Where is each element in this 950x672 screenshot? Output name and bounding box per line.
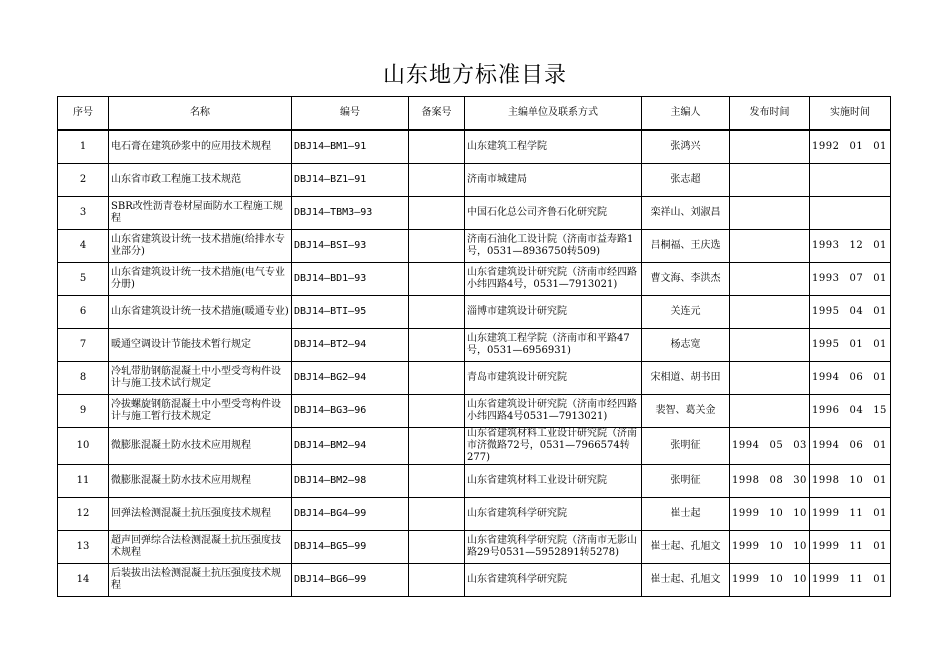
table-row xyxy=(58,163,891,196)
cell-unit: 山东建筑工程学院 xyxy=(465,130,642,163)
cell-unit: 山东省建筑材料工业设计研究院（济南市济微路72号，0531—7966574转277) xyxy=(465,427,642,464)
cell-no: 10 xyxy=(58,427,109,464)
cell-code: DBJ14—BG2—94 xyxy=(292,361,409,394)
cell-publish-date xyxy=(730,229,810,262)
implement-date-part: 11 xyxy=(849,540,864,552)
header-publish-date: 发布时间 xyxy=(730,97,810,131)
cell-no: 13 xyxy=(58,530,109,563)
implement-date-part: 01 xyxy=(873,371,887,383)
cell-code: DBJ14—BT2—94 xyxy=(292,328,409,361)
page-title: 山东地方标准目录 xyxy=(382,63,567,88)
table-row xyxy=(58,262,891,295)
cell-filing xyxy=(409,163,465,196)
cell-no: 1 xyxy=(58,130,109,163)
cell-filing xyxy=(409,497,465,530)
cell-no: 11 xyxy=(58,464,109,497)
implement-date-part: 01 xyxy=(873,507,887,519)
cell-unit: 山东省建筑科学研究院 xyxy=(465,497,642,530)
implement-date-part: 04 xyxy=(849,305,864,317)
cell-no: 8 xyxy=(58,361,109,394)
cell-unit: 山东省建筑设计研究院（济南市经四路小纬四路4号0531—7913021) xyxy=(465,394,642,427)
implement-date-part: 1993 xyxy=(812,239,840,251)
cell-unit: 山东省建筑材料工业设计研究院 xyxy=(465,464,642,497)
implement-date-part: 01 xyxy=(849,338,864,350)
cell-name: 山东省建筑设计统一技术措施(电气专业分册) xyxy=(109,262,292,295)
cell-filing xyxy=(409,130,465,163)
cell-no: 12 xyxy=(58,497,109,530)
cell-filing xyxy=(409,295,465,328)
standards-table xyxy=(57,96,891,597)
table-row xyxy=(58,464,891,497)
cell-code: DBJ14—BM2—94 xyxy=(292,427,409,464)
table-row xyxy=(58,563,891,596)
cell-editor: 宋相道、胡书田 xyxy=(642,361,730,394)
cell-name: 冷轧带肋钢筋混凝土中小型受弯构件设计与施工技术试行规定 xyxy=(109,361,292,394)
cell-name: 微膨胀混凝土防水技术应用规程 xyxy=(109,427,292,464)
cell-editor: 崔士起、孔旭文 xyxy=(642,530,730,563)
cell-code: DBJ14—BM1—91 xyxy=(292,130,409,163)
cell-no: 3 xyxy=(58,196,109,229)
publish-date-part: 1998 xyxy=(732,474,760,486)
table-row xyxy=(58,427,891,464)
cell-unit: 山东省建筑设计研究院（济南市经四路小纬四路4号，0531—7913021) xyxy=(465,262,642,295)
publish-date-part: 1999 xyxy=(732,540,760,552)
cell-editor: 杨志宽 xyxy=(642,328,730,361)
implement-date-part: 12 xyxy=(849,239,864,251)
cell-name: 山东省建筑设计统一技术措施(给排水专业部分) xyxy=(109,229,292,262)
publish-date-part: 1999 xyxy=(732,507,760,519)
table-row xyxy=(58,361,891,394)
implement-date-part: 01 xyxy=(873,540,887,552)
table-row xyxy=(58,394,891,427)
publish-date-part: 10 xyxy=(769,507,784,519)
cell-publish-date xyxy=(730,427,810,464)
implement-date-part: 01 xyxy=(849,140,864,152)
cell-implement-date xyxy=(810,563,891,596)
implement-date-part: 1999 xyxy=(812,507,840,519)
cell-unit: 山东建筑工程学院（济南市和平路47号，0531—6956931) xyxy=(465,328,642,361)
cell-name: 山东省建筑设计统一技术措施(暖通专业) xyxy=(109,295,292,328)
cell-code: DBJ14—BG6—99 xyxy=(292,563,409,596)
implement-date-part: 15 xyxy=(873,404,887,416)
cell-implement-date xyxy=(810,295,891,328)
cell-unit: 青岛市建筑设计研究院 xyxy=(465,361,642,394)
header-row xyxy=(58,97,891,131)
implement-date-part: 01 xyxy=(873,573,887,585)
cell-editor: 崔士起 xyxy=(642,497,730,530)
cell-code: DBJ14—BSI—93 xyxy=(292,229,409,262)
cell-editor: 吕桐福、王庆选 xyxy=(642,229,730,262)
cell-name: 暖通空调设计节能技术暂行规定 xyxy=(109,328,292,361)
implement-date-part: 01 xyxy=(873,239,887,251)
implement-date-part: 01 xyxy=(873,474,887,486)
implement-date-part: 06 xyxy=(849,371,864,383)
table-row xyxy=(58,130,891,163)
cell-implement-date xyxy=(810,394,891,427)
implement-date-part: 01 xyxy=(873,140,887,152)
cell-name: 微膨胀混凝土防水技术应用规程 xyxy=(109,464,292,497)
cell-implement-date xyxy=(810,328,891,361)
table-row xyxy=(58,229,891,262)
header-name: 名称 xyxy=(109,97,292,131)
cell-unit: 山东省建筑科学研究院 xyxy=(465,563,642,596)
implement-date-part: 1994 xyxy=(812,371,840,383)
implement-date-part: 1995 xyxy=(812,338,840,350)
cell-name: 回弹法检测混凝土抗压强度技术规程 xyxy=(109,497,292,530)
cell-filing xyxy=(409,328,465,361)
cell-editor: 张明征 xyxy=(642,427,730,464)
cell-publish-date xyxy=(730,163,810,196)
table-row xyxy=(58,497,891,530)
cell-code: DBJ14—BD1—93 xyxy=(292,262,409,295)
cell-filing xyxy=(409,394,465,427)
cell-editor: 裴智、葛关金 xyxy=(642,394,730,427)
table-body xyxy=(58,130,891,596)
cell-code: DBJ14—BZ1—91 xyxy=(292,163,409,196)
cell-filing xyxy=(409,262,465,295)
header-editor: 主编人 xyxy=(642,97,730,131)
table-row xyxy=(58,295,891,328)
cell-unit: 济南市城建局 xyxy=(465,163,642,196)
implement-date-part: 01 xyxy=(873,272,887,284)
publish-date-part: 1999 xyxy=(732,573,760,585)
implement-date-part: 04 xyxy=(849,404,864,416)
implement-date-part: 01 xyxy=(873,439,887,451)
table-row xyxy=(58,530,891,563)
implement-date-part: 1998 xyxy=(812,474,840,486)
cell-no: 4 xyxy=(58,229,109,262)
implement-date-part: 1999 xyxy=(812,573,840,585)
implement-date-part: 06 xyxy=(849,439,864,451)
cell-editor: 崔士起、孔旭文 xyxy=(642,563,730,596)
implement-date-part: 11 xyxy=(849,507,864,519)
cell-implement-date xyxy=(810,163,891,196)
implement-date-part: 1994 xyxy=(812,439,840,451)
publish-date-part: 1994 xyxy=(732,439,760,451)
header-code: 编号 xyxy=(292,97,409,131)
publish-date-part: 05 xyxy=(769,439,784,451)
publish-date-part: 10 xyxy=(793,507,807,519)
cell-code: DBJ14—BG3—96 xyxy=(292,394,409,427)
publish-date-part: 03 xyxy=(793,439,807,451)
cell-name: 超声回弹综合法检测混凝土抗压强度技术规程 xyxy=(109,530,292,563)
cell-no: 6 xyxy=(58,295,109,328)
implement-date-part: 1993 xyxy=(812,272,840,284)
publish-date-part: 10 xyxy=(769,540,784,552)
cell-editor: 张明征 xyxy=(642,464,730,497)
header-no: 序号 xyxy=(58,97,109,131)
cell-implement-date xyxy=(810,130,891,163)
cell-unit: 山东省建筑科学研究院（济南市无影山路29号0531—5952891转5278) xyxy=(465,530,642,563)
table-row xyxy=(58,196,891,229)
publish-date-part: 08 xyxy=(769,474,784,486)
cell-publish-date xyxy=(730,130,810,163)
cell-publish-date xyxy=(730,361,810,394)
implement-date-part: 1995 xyxy=(812,305,840,317)
header-unit: 主编单位及联系方式 xyxy=(465,97,642,131)
cell-filing xyxy=(409,229,465,262)
cell-publish-date xyxy=(730,262,810,295)
cell-filing xyxy=(409,530,465,563)
cell-implement-date xyxy=(810,229,891,262)
cell-filing xyxy=(409,196,465,229)
cell-unit: 济南石油化工设计院（济南市益寿路1号，0531—8936750转509) xyxy=(465,229,642,262)
implement-date-part: 01 xyxy=(873,338,887,350)
cell-name: 冷拔螺旋钢筋混凝土中小型受弯构件设计与施工暂行技术规定 xyxy=(109,394,292,427)
cell-no: 2 xyxy=(58,163,109,196)
cell-code: DBJ14—BM2—98 xyxy=(292,464,409,497)
cell-implement-date xyxy=(810,262,891,295)
publish-date-part: 30 xyxy=(793,474,807,486)
cell-publish-date xyxy=(730,497,810,530)
cell-editor: 张鸿兴 xyxy=(642,130,730,163)
cell-editor: 张志超 xyxy=(642,163,730,196)
cell-publish-date xyxy=(730,530,810,563)
cell-implement-date xyxy=(810,361,891,394)
cell-publish-date xyxy=(730,196,810,229)
cell-unit: 淄博市建筑设计研究院 xyxy=(465,295,642,328)
implement-date-part: 01 xyxy=(873,305,887,317)
cell-editor: 曹文海、李洪杰 xyxy=(642,262,730,295)
table-row xyxy=(58,328,891,361)
implement-date-part: 11 xyxy=(849,573,864,585)
cell-no: 14 xyxy=(58,563,109,596)
cell-code: DBJ14—TBM3—93 xyxy=(292,196,409,229)
cell-no: 9 xyxy=(58,394,109,427)
cell-implement-date xyxy=(810,530,891,563)
cell-publish-date xyxy=(730,394,810,427)
cell-publish-date xyxy=(730,328,810,361)
header-filing: 备案号 xyxy=(409,97,465,131)
cell-name: 后装拔出法检测混凝土抗压强度技术规程 xyxy=(109,563,292,596)
cell-code: DBJ14—BTI—95 xyxy=(292,295,409,328)
cell-no: 5 xyxy=(58,262,109,295)
cell-editor: 栾祥山、刘淑昌 xyxy=(642,196,730,229)
cell-implement-date xyxy=(810,196,891,229)
publish-date-part: 10 xyxy=(793,573,807,585)
cell-publish-date xyxy=(730,464,810,497)
cell-filing xyxy=(409,563,465,596)
cell-code: DBJ14—BG4—99 xyxy=(292,497,409,530)
cell-name: 山东省市政工程施工技术规范 xyxy=(109,163,292,196)
implement-date-part: 1992 xyxy=(812,140,840,152)
cell-name: 电石膏在建筑砂浆中的应用技术规程 xyxy=(109,130,292,163)
publish-date-part: 10 xyxy=(793,540,807,552)
cell-filing xyxy=(409,361,465,394)
cell-unit: 中国石化总公司齐鲁石化研究院 xyxy=(465,196,642,229)
implement-date-part: 1999 xyxy=(812,540,840,552)
cell-editor: 关连元 xyxy=(642,295,730,328)
implement-date-part: 10 xyxy=(849,474,864,486)
cell-implement-date xyxy=(810,464,891,497)
cell-implement-date xyxy=(810,427,891,464)
cell-publish-date xyxy=(730,295,810,328)
publish-date-part: 10 xyxy=(769,573,784,585)
header-implement-date: 实施时间 xyxy=(810,97,891,131)
cell-implement-date xyxy=(810,497,891,530)
cell-filing xyxy=(409,427,465,464)
implement-date-part: 1996 xyxy=(812,404,840,416)
cell-no: 7 xyxy=(58,328,109,361)
cell-publish-date xyxy=(730,563,810,596)
cell-code: DBJ14—BG5—99 xyxy=(292,530,409,563)
implement-date-part: 07 xyxy=(849,272,864,284)
cell-filing xyxy=(409,464,465,497)
cell-name: SBR改性沥青卷材屋面防水工程施工规程 xyxy=(109,196,292,229)
